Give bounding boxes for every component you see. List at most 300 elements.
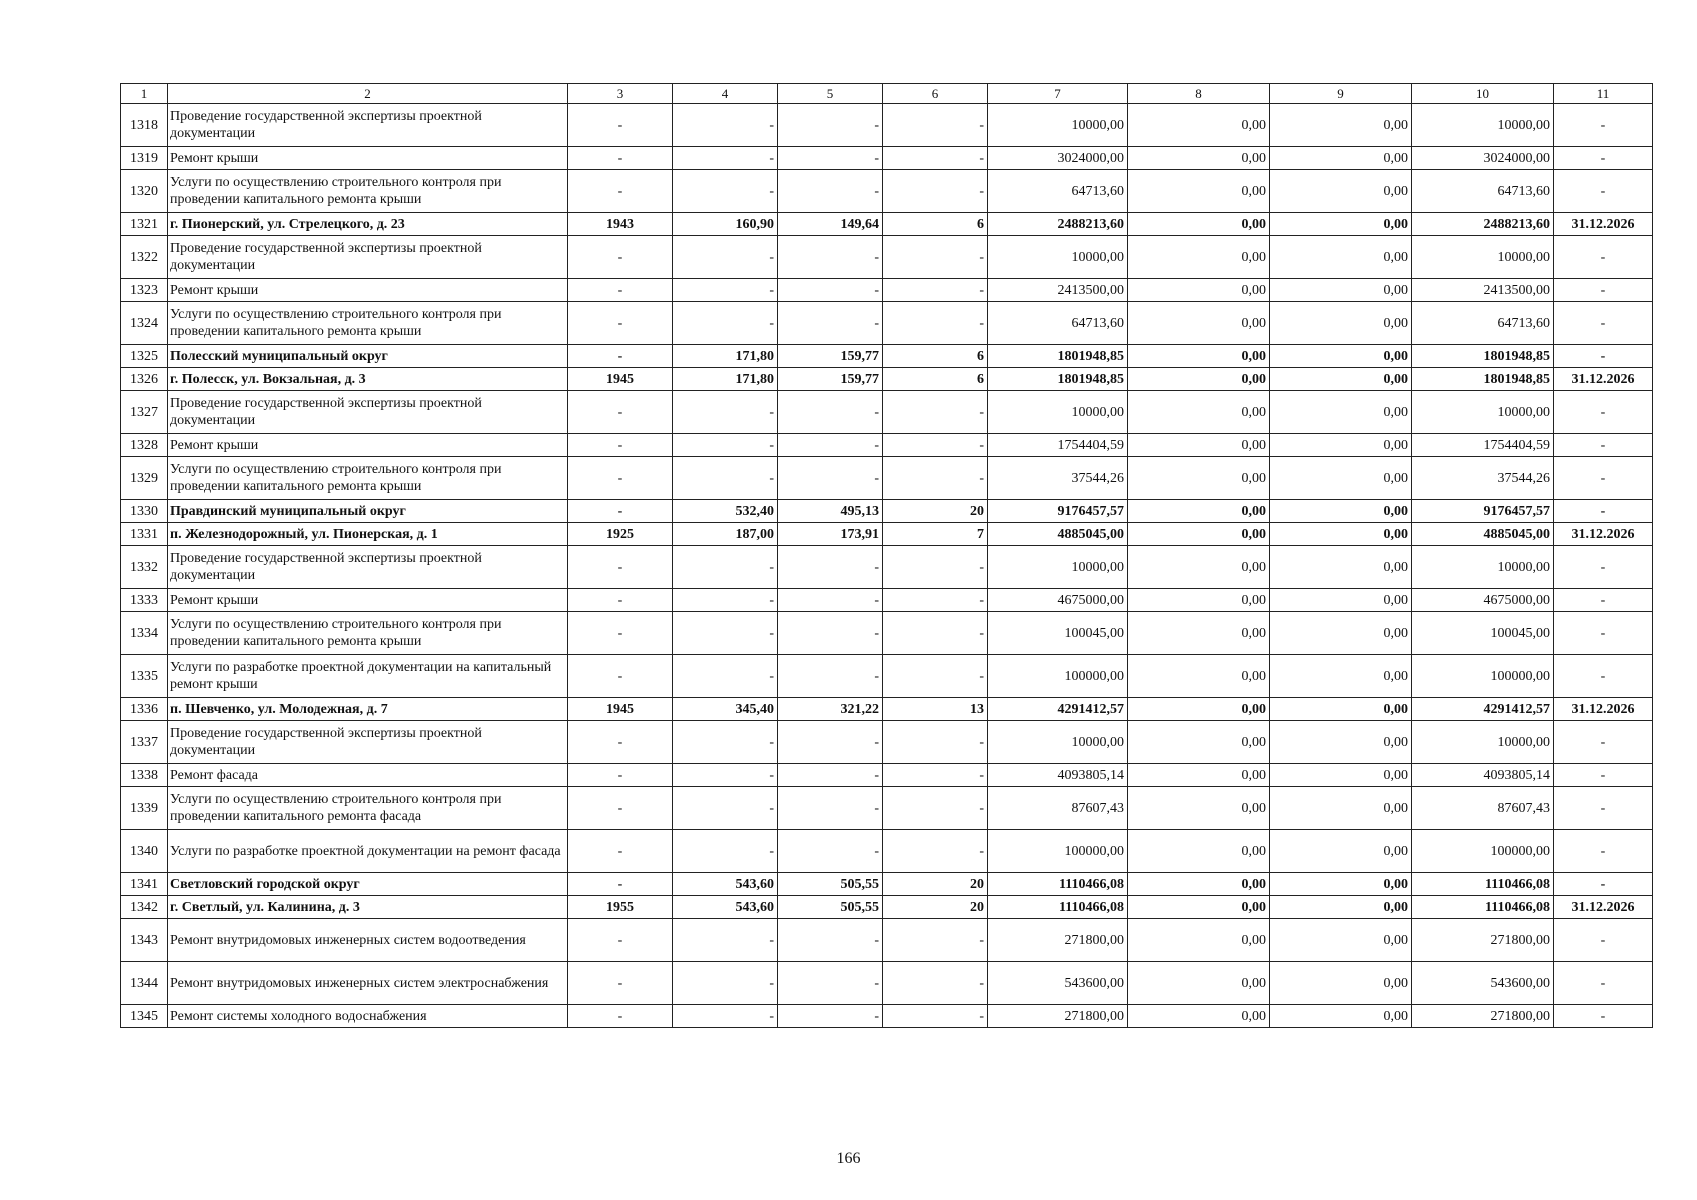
residents-cell: - <box>883 391 988 434</box>
residents-cell: - <box>883 434 988 457</box>
work-name-cell: Услуги по осуществлению строительного контроля при проведении капитального ремонта крыши <box>168 612 568 655</box>
cost-col8-cell: 0,00 <box>1128 279 1270 302</box>
work-name-cell: Светловский городской округ <box>168 873 568 896</box>
cost-col8-cell: 0,00 <box>1128 919 1270 962</box>
residents-cell: - <box>883 830 988 873</box>
year-cell: 1955 <box>568 896 673 919</box>
year-cell: - <box>568 830 673 873</box>
residents-cell: - <box>883 236 988 279</box>
cost-total-cell: 2413500,00 <box>988 279 1128 302</box>
cost-total-cell: 10000,00 <box>988 546 1128 589</box>
area-living-cell: 505,55 <box>778 896 883 919</box>
row-number-cell: 1323 <box>121 279 168 302</box>
year-cell: - <box>568 391 673 434</box>
cost-col10-cell: 1110466,08 <box>1412 896 1554 919</box>
cost-total-cell: 1754404,59 <box>988 434 1128 457</box>
row-number-cell: 1340 <box>121 830 168 873</box>
year-cell: 1945 <box>568 368 673 391</box>
cost-total-cell: 271800,00 <box>988 1005 1128 1028</box>
cost-col8-cell: 0,00 <box>1128 391 1270 434</box>
cost-col9-cell: 0,00 <box>1270 434 1412 457</box>
register-table <box>120 83 1653 1028</box>
row-number-cell: 1343 <box>121 919 168 962</box>
area-total-cell: - <box>673 279 778 302</box>
row-number-cell: 1326 <box>121 368 168 391</box>
table-row <box>121 589 1653 612</box>
year-cell: - <box>568 1005 673 1028</box>
cost-col10-cell: 1801948,85 <box>1412 345 1554 368</box>
year-cell: 1925 <box>568 523 673 546</box>
area-living-cell: - <box>778 830 883 873</box>
area-living-cell: - <box>778 721 883 764</box>
cost-total-cell: 543600,00 <box>988 962 1128 1005</box>
cost-col8-cell: 0,00 <box>1128 213 1270 236</box>
cost-total-cell: 10000,00 <box>988 721 1128 764</box>
row-number-cell: 1325 <box>121 345 168 368</box>
work-name-cell: Полесский муниципальный округ <box>168 345 568 368</box>
work-name-cell: Услуги по осуществлению строительного контроля при проведении капитального ремонта крыши <box>168 302 568 345</box>
cost-total-cell: 9176457,57 <box>988 500 1128 523</box>
deadline-cell: 31.12.2026 <box>1554 523 1653 546</box>
cost-total-cell: 4675000,00 <box>988 589 1128 612</box>
year-cell: - <box>568 787 673 830</box>
cost-col8-cell: 0,00 <box>1128 236 1270 279</box>
cost-col8-cell: 0,00 <box>1128 612 1270 655</box>
row-number-cell: 1329 <box>121 457 168 500</box>
row-number-cell: 1319 <box>121 147 168 170</box>
deadline-cell: - <box>1554 170 1653 213</box>
year-cell: - <box>568 546 673 589</box>
year-cell: - <box>568 236 673 279</box>
cost-col9-cell: 0,00 <box>1270 787 1412 830</box>
table-row <box>121 655 1653 698</box>
work-name-cell: Проведение государственной экспертизы проектной документации <box>168 721 568 764</box>
cost-col9-cell: 0,00 <box>1270 500 1412 523</box>
residents-cell: - <box>883 764 988 787</box>
area-living-cell: 321,22 <box>778 698 883 721</box>
area-total-cell: 187,00 <box>673 523 778 546</box>
cost-col8-cell: 0,00 <box>1128 830 1270 873</box>
table-row <box>121 721 1653 764</box>
table-row <box>121 698 1653 721</box>
residents-cell: 20 <box>883 500 988 523</box>
cost-total-cell: 1110466,08 <box>988 896 1128 919</box>
cost-total-cell: 10000,00 <box>988 236 1128 279</box>
work-name-cell: г. Светлый, ул. Калинина, д. 3 <box>168 896 568 919</box>
deadline-cell: - <box>1554 302 1653 345</box>
column-header: 9 <box>1270 84 1412 104</box>
year-cell: - <box>568 962 673 1005</box>
row-number-cell: 1328 <box>121 434 168 457</box>
cost-total-cell: 64713,60 <box>988 302 1128 345</box>
table-row <box>121 500 1653 523</box>
area-total-cell: 345,40 <box>673 698 778 721</box>
column-header: 1 <box>121 84 168 104</box>
row-number-cell: 1344 <box>121 962 168 1005</box>
cost-col10-cell: 10000,00 <box>1412 391 1554 434</box>
cost-total-cell: 100000,00 <box>988 830 1128 873</box>
area-total-cell: - <box>673 830 778 873</box>
cost-col8-cell: 0,00 <box>1128 896 1270 919</box>
cost-total-cell: 4093805,14 <box>988 764 1128 787</box>
cost-total-cell: 2488213,60 <box>988 213 1128 236</box>
table-row <box>121 345 1653 368</box>
area-total-cell: - <box>673 589 778 612</box>
cost-col8-cell: 0,00 <box>1128 962 1270 1005</box>
deadline-cell: - <box>1554 1005 1653 1028</box>
deadline-cell: - <box>1554 962 1653 1005</box>
cost-total-cell: 271800,00 <box>988 919 1128 962</box>
cost-col10-cell: 271800,00 <box>1412 1005 1554 1028</box>
residents-cell: 20 <box>883 873 988 896</box>
table-row <box>121 787 1653 830</box>
cost-col9-cell: 0,00 <box>1270 612 1412 655</box>
area-total-cell: - <box>673 655 778 698</box>
residents-cell: - <box>883 170 988 213</box>
table-row <box>121 391 1653 434</box>
table-row <box>121 612 1653 655</box>
cost-total-cell: 87607,43 <box>988 787 1128 830</box>
year-cell: - <box>568 589 673 612</box>
residents-cell: - <box>883 279 988 302</box>
residents-cell: - <box>883 104 988 147</box>
area-total-cell: - <box>673 391 778 434</box>
cost-total-cell: 3024000,00 <box>988 147 1128 170</box>
row-number-cell: 1333 <box>121 589 168 612</box>
row-number-cell: 1322 <box>121 236 168 279</box>
row-number-cell: 1327 <box>121 391 168 434</box>
cost-col9-cell: 0,00 <box>1270 104 1412 147</box>
year-cell: - <box>568 170 673 213</box>
area-living-cell: - <box>778 919 883 962</box>
area-total-cell: - <box>673 612 778 655</box>
cost-col9-cell: 0,00 <box>1270 546 1412 589</box>
area-living-cell: 149,64 <box>778 213 883 236</box>
year-cell: - <box>568 919 673 962</box>
cost-col10-cell: 3024000,00 <box>1412 147 1554 170</box>
cost-col8-cell: 0,00 <box>1128 104 1270 147</box>
deadline-cell: - <box>1554 919 1653 962</box>
column-header: 8 <box>1128 84 1270 104</box>
area-total-cell: 171,80 <box>673 368 778 391</box>
cost-col10-cell: 64713,60 <box>1412 302 1554 345</box>
row-number-cell: 1331 <box>121 523 168 546</box>
table-row <box>121 279 1653 302</box>
cost-col9-cell: 0,00 <box>1270 368 1412 391</box>
residents-cell: 6 <box>883 213 988 236</box>
table-row <box>121 830 1653 873</box>
deadline-cell: - <box>1554 612 1653 655</box>
cost-total-cell: 1801948,85 <box>988 345 1128 368</box>
cost-col10-cell: 4093805,14 <box>1412 764 1554 787</box>
work-name-cell: Услуги по осуществлению строительного контроля при проведении капитального ремонта фасада <box>168 787 568 830</box>
residents-cell: - <box>883 302 988 345</box>
cost-col9-cell: 0,00 <box>1270 213 1412 236</box>
table-row <box>121 368 1653 391</box>
deadline-cell: - <box>1554 434 1653 457</box>
cost-col8-cell: 0,00 <box>1128 873 1270 896</box>
cost-col10-cell: 64713,60 <box>1412 170 1554 213</box>
cost-total-cell: 37544,26 <box>988 457 1128 500</box>
deadline-cell: - <box>1554 236 1653 279</box>
cost-col10-cell: 1754404,59 <box>1412 434 1554 457</box>
residents-cell: - <box>883 589 988 612</box>
row-number-cell: 1342 <box>121 896 168 919</box>
residents-cell: - <box>883 787 988 830</box>
year-cell: - <box>568 612 673 655</box>
year-cell: 1945 <box>568 698 673 721</box>
residents-cell: - <box>883 147 988 170</box>
year-cell: - <box>568 457 673 500</box>
area-living-cell: - <box>778 1005 883 1028</box>
work-name-cell: Проведение государственной экспертизы проектной документации <box>168 546 568 589</box>
cost-total-cell: 1801948,85 <box>988 368 1128 391</box>
work-name-cell: Проведение государственной экспертизы проектной документации <box>168 391 568 434</box>
table-row <box>121 523 1653 546</box>
residents-cell: - <box>883 457 988 500</box>
cost-col10-cell: 4291412,57 <box>1412 698 1554 721</box>
cost-col9-cell: 0,00 <box>1270 589 1412 612</box>
cost-col8-cell: 0,00 <box>1128 368 1270 391</box>
cost-total-cell: 100045,00 <box>988 612 1128 655</box>
cost-col9-cell: 0,00 <box>1270 279 1412 302</box>
area-living-cell: - <box>778 147 883 170</box>
work-name-cell: Ремонт системы холодного водоснабжения <box>168 1005 568 1028</box>
cost-total-cell: 4291412,57 <box>988 698 1128 721</box>
residents-cell: 6 <box>883 368 988 391</box>
area-living-cell: - <box>778 546 883 589</box>
cost-col8-cell: 0,00 <box>1128 589 1270 612</box>
cost-col10-cell: 4675000,00 <box>1412 589 1554 612</box>
row-number-cell: 1324 <box>121 302 168 345</box>
area-living-cell: - <box>778 236 883 279</box>
year-cell: - <box>568 764 673 787</box>
area-living-cell: 173,91 <box>778 523 883 546</box>
cost-col8-cell: 0,00 <box>1128 147 1270 170</box>
column-number-header <box>121 84 1653 104</box>
deadline-cell: 31.12.2026 <box>1554 698 1653 721</box>
area-total-cell: - <box>673 236 778 279</box>
area-total-cell: 543,60 <box>673 896 778 919</box>
cost-col10-cell: 37544,26 <box>1412 457 1554 500</box>
work-name-cell: п. Железнодорожный, ул. Пионерская, д. 1 <box>168 523 568 546</box>
work-name-cell: Ремонт крыши <box>168 589 568 612</box>
area-living-cell: - <box>778 612 883 655</box>
residents-cell: - <box>883 612 988 655</box>
work-name-cell: Услуги по разработке проектной документации на ремонт фасада <box>168 830 568 873</box>
area-total-cell: - <box>673 457 778 500</box>
cost-col10-cell: 2413500,00 <box>1412 279 1554 302</box>
cost-col10-cell: 100000,00 <box>1412 830 1554 873</box>
residents-cell: - <box>883 546 988 589</box>
area-living-cell: - <box>778 279 883 302</box>
cost-col8-cell: 0,00 <box>1128 457 1270 500</box>
area-living-cell: - <box>778 589 883 612</box>
cost-col10-cell: 4885045,00 <box>1412 523 1554 546</box>
cost-col9-cell: 0,00 <box>1270 457 1412 500</box>
table-row <box>121 170 1653 213</box>
cost-col8-cell: 0,00 <box>1128 764 1270 787</box>
year-cell: - <box>568 500 673 523</box>
table-row <box>121 434 1653 457</box>
cost-total-cell: 1110466,08 <box>988 873 1128 896</box>
deadline-cell: - <box>1554 391 1653 434</box>
cost-col8-cell: 0,00 <box>1128 787 1270 830</box>
table-row <box>121 147 1653 170</box>
column-header: 6 <box>883 84 988 104</box>
deadline-cell: 31.12.2026 <box>1554 213 1653 236</box>
cost-col9-cell: 0,00 <box>1270 764 1412 787</box>
cost-col10-cell: 100000,00 <box>1412 655 1554 698</box>
row-number-cell: 1341 <box>121 873 168 896</box>
work-name-cell: Ремонт крыши <box>168 434 568 457</box>
area-living-cell: - <box>778 170 883 213</box>
cost-col9-cell: 0,00 <box>1270 698 1412 721</box>
area-total-cell: - <box>673 962 778 1005</box>
column-header: 7 <box>988 84 1128 104</box>
area-total-cell: - <box>673 721 778 764</box>
area-total-cell: - <box>673 434 778 457</box>
work-name-cell: Правдинский муниципальный округ <box>168 500 568 523</box>
cost-total-cell: 4885045,00 <box>988 523 1128 546</box>
cost-col10-cell: 87607,43 <box>1412 787 1554 830</box>
year-cell: 1943 <box>568 213 673 236</box>
cost-col9-cell: 0,00 <box>1270 1005 1412 1028</box>
area-living-cell: 495,13 <box>778 500 883 523</box>
column-header: 11 <box>1554 84 1653 104</box>
table-row <box>121 962 1653 1005</box>
table-row <box>121 873 1653 896</box>
table-row <box>121 546 1653 589</box>
cost-col10-cell: 10000,00 <box>1412 104 1554 147</box>
area-living-cell: - <box>778 302 883 345</box>
table-row <box>121 896 1653 919</box>
cost-col9-cell: 0,00 <box>1270 345 1412 368</box>
cost-col9-cell: 0,00 <box>1270 236 1412 279</box>
cost-col10-cell: 1801948,85 <box>1412 368 1554 391</box>
year-cell: - <box>568 104 673 147</box>
area-living-cell: - <box>778 434 883 457</box>
deadline-cell: 31.12.2026 <box>1554 368 1653 391</box>
deadline-cell: - <box>1554 345 1653 368</box>
cost-col9-cell: 0,00 <box>1270 873 1412 896</box>
cost-col8-cell: 0,00 <box>1128 500 1270 523</box>
cost-col8-cell: 0,00 <box>1128 345 1270 368</box>
cost-col8-cell: 0,00 <box>1128 655 1270 698</box>
column-header: 4 <box>673 84 778 104</box>
row-number-cell: 1318 <box>121 104 168 147</box>
cost-col10-cell: 2488213,60 <box>1412 213 1554 236</box>
area-total-cell: - <box>673 919 778 962</box>
work-name-cell: г. Пионерский, ул. Стрелецкого, д. 23 <box>168 213 568 236</box>
cost-col10-cell: 9176457,57 <box>1412 500 1554 523</box>
row-number-cell: 1332 <box>121 546 168 589</box>
cost-col9-cell: 0,00 <box>1270 170 1412 213</box>
year-cell: - <box>568 721 673 764</box>
page-number: 166 <box>836 1150 861 1167</box>
cost-total-cell: 100000,00 <box>988 655 1128 698</box>
cost-total-cell: 10000,00 <box>988 104 1128 147</box>
work-name-cell: Проведение государственной экспертизы проектной документации <box>168 236 568 279</box>
table-row <box>121 302 1653 345</box>
cost-col9-cell: 0,00 <box>1270 523 1412 546</box>
row-number-cell: 1338 <box>121 764 168 787</box>
row-number-cell: 1345 <box>121 1005 168 1028</box>
column-header: 10 <box>1412 84 1554 104</box>
deadline-cell: - <box>1554 546 1653 589</box>
area-total-cell: - <box>673 764 778 787</box>
row-number-cell: 1321 <box>121 213 168 236</box>
cost-total-cell: 10000,00 <box>988 391 1128 434</box>
cost-col8-cell: 0,00 <box>1128 434 1270 457</box>
cost-total-cell: 64713,60 <box>988 170 1128 213</box>
residents-cell: 20 <box>883 896 988 919</box>
table-row <box>121 457 1653 500</box>
cost-col8-cell: 0,00 <box>1128 721 1270 764</box>
work-name-cell: Ремонт внутридомовых инженерных систем электроснабжения <box>168 962 568 1005</box>
area-living-cell: 159,77 <box>778 368 883 391</box>
deadline-cell: - <box>1554 764 1653 787</box>
area-living-cell: - <box>778 655 883 698</box>
row-number-cell: 1339 <box>121 787 168 830</box>
work-name-cell: г. Полесск, ул. Вокзальная, д. 3 <box>168 368 568 391</box>
cost-col9-cell: 0,00 <box>1270 721 1412 764</box>
row-number-cell: 1337 <box>121 721 168 764</box>
row-number-cell: 1335 <box>121 655 168 698</box>
table-row <box>121 104 1653 147</box>
year-cell: - <box>568 655 673 698</box>
cost-col10-cell: 100045,00 <box>1412 612 1554 655</box>
cost-col10-cell: 271800,00 <box>1412 919 1554 962</box>
residents-cell: - <box>883 1005 988 1028</box>
area-living-cell: - <box>778 787 883 830</box>
residents-cell: - <box>883 655 988 698</box>
year-cell: - <box>568 147 673 170</box>
residents-cell: 13 <box>883 698 988 721</box>
work-name-cell: Ремонт крыши <box>168 279 568 302</box>
residents-cell: - <box>883 962 988 1005</box>
cost-col9-cell: 0,00 <box>1270 830 1412 873</box>
cost-col8-cell: 0,00 <box>1128 546 1270 589</box>
cost-col8-cell: 0,00 <box>1128 698 1270 721</box>
work-name-cell: Ремонт внутридомовых инженерных систем водоотведения <box>168 919 568 962</box>
column-header: 3 <box>568 84 673 104</box>
year-cell: - <box>568 345 673 368</box>
year-cell: - <box>568 279 673 302</box>
area-total-cell: 543,60 <box>673 873 778 896</box>
work-name-cell: Услуги по осуществлению строительного контроля при проведении капитального ремонта крыши <box>168 457 568 500</box>
document-sheet <box>120 83 1653 1028</box>
deadline-cell: - <box>1554 787 1653 830</box>
cost-col8-cell: 0,00 <box>1128 170 1270 213</box>
area-living-cell: - <box>778 391 883 434</box>
cost-col9-cell: 0,00 <box>1270 655 1412 698</box>
deadline-cell: - <box>1554 721 1653 764</box>
work-name-cell: Ремонт крыши <box>168 147 568 170</box>
area-total-cell: 160,90 <box>673 213 778 236</box>
column-header: 2 <box>168 84 568 104</box>
cost-col9-cell: 0,00 <box>1270 896 1412 919</box>
table-row <box>121 919 1653 962</box>
work-name-cell: Услуги по осуществлению строительного контроля при проведении капитального ремонта крыши <box>168 170 568 213</box>
cost-col8-cell: 0,00 <box>1128 302 1270 345</box>
cost-col9-cell: 0,00 <box>1270 391 1412 434</box>
area-living-cell: - <box>778 962 883 1005</box>
row-number-cell: 1336 <box>121 698 168 721</box>
work-name-cell: Услуги по разработке проектной документации на капитальный ремонт крыши <box>168 655 568 698</box>
cost-col10-cell: 10000,00 <box>1412 236 1554 279</box>
work-name-cell: п. Шевченко, ул. Молодежная, д. 7 <box>168 698 568 721</box>
